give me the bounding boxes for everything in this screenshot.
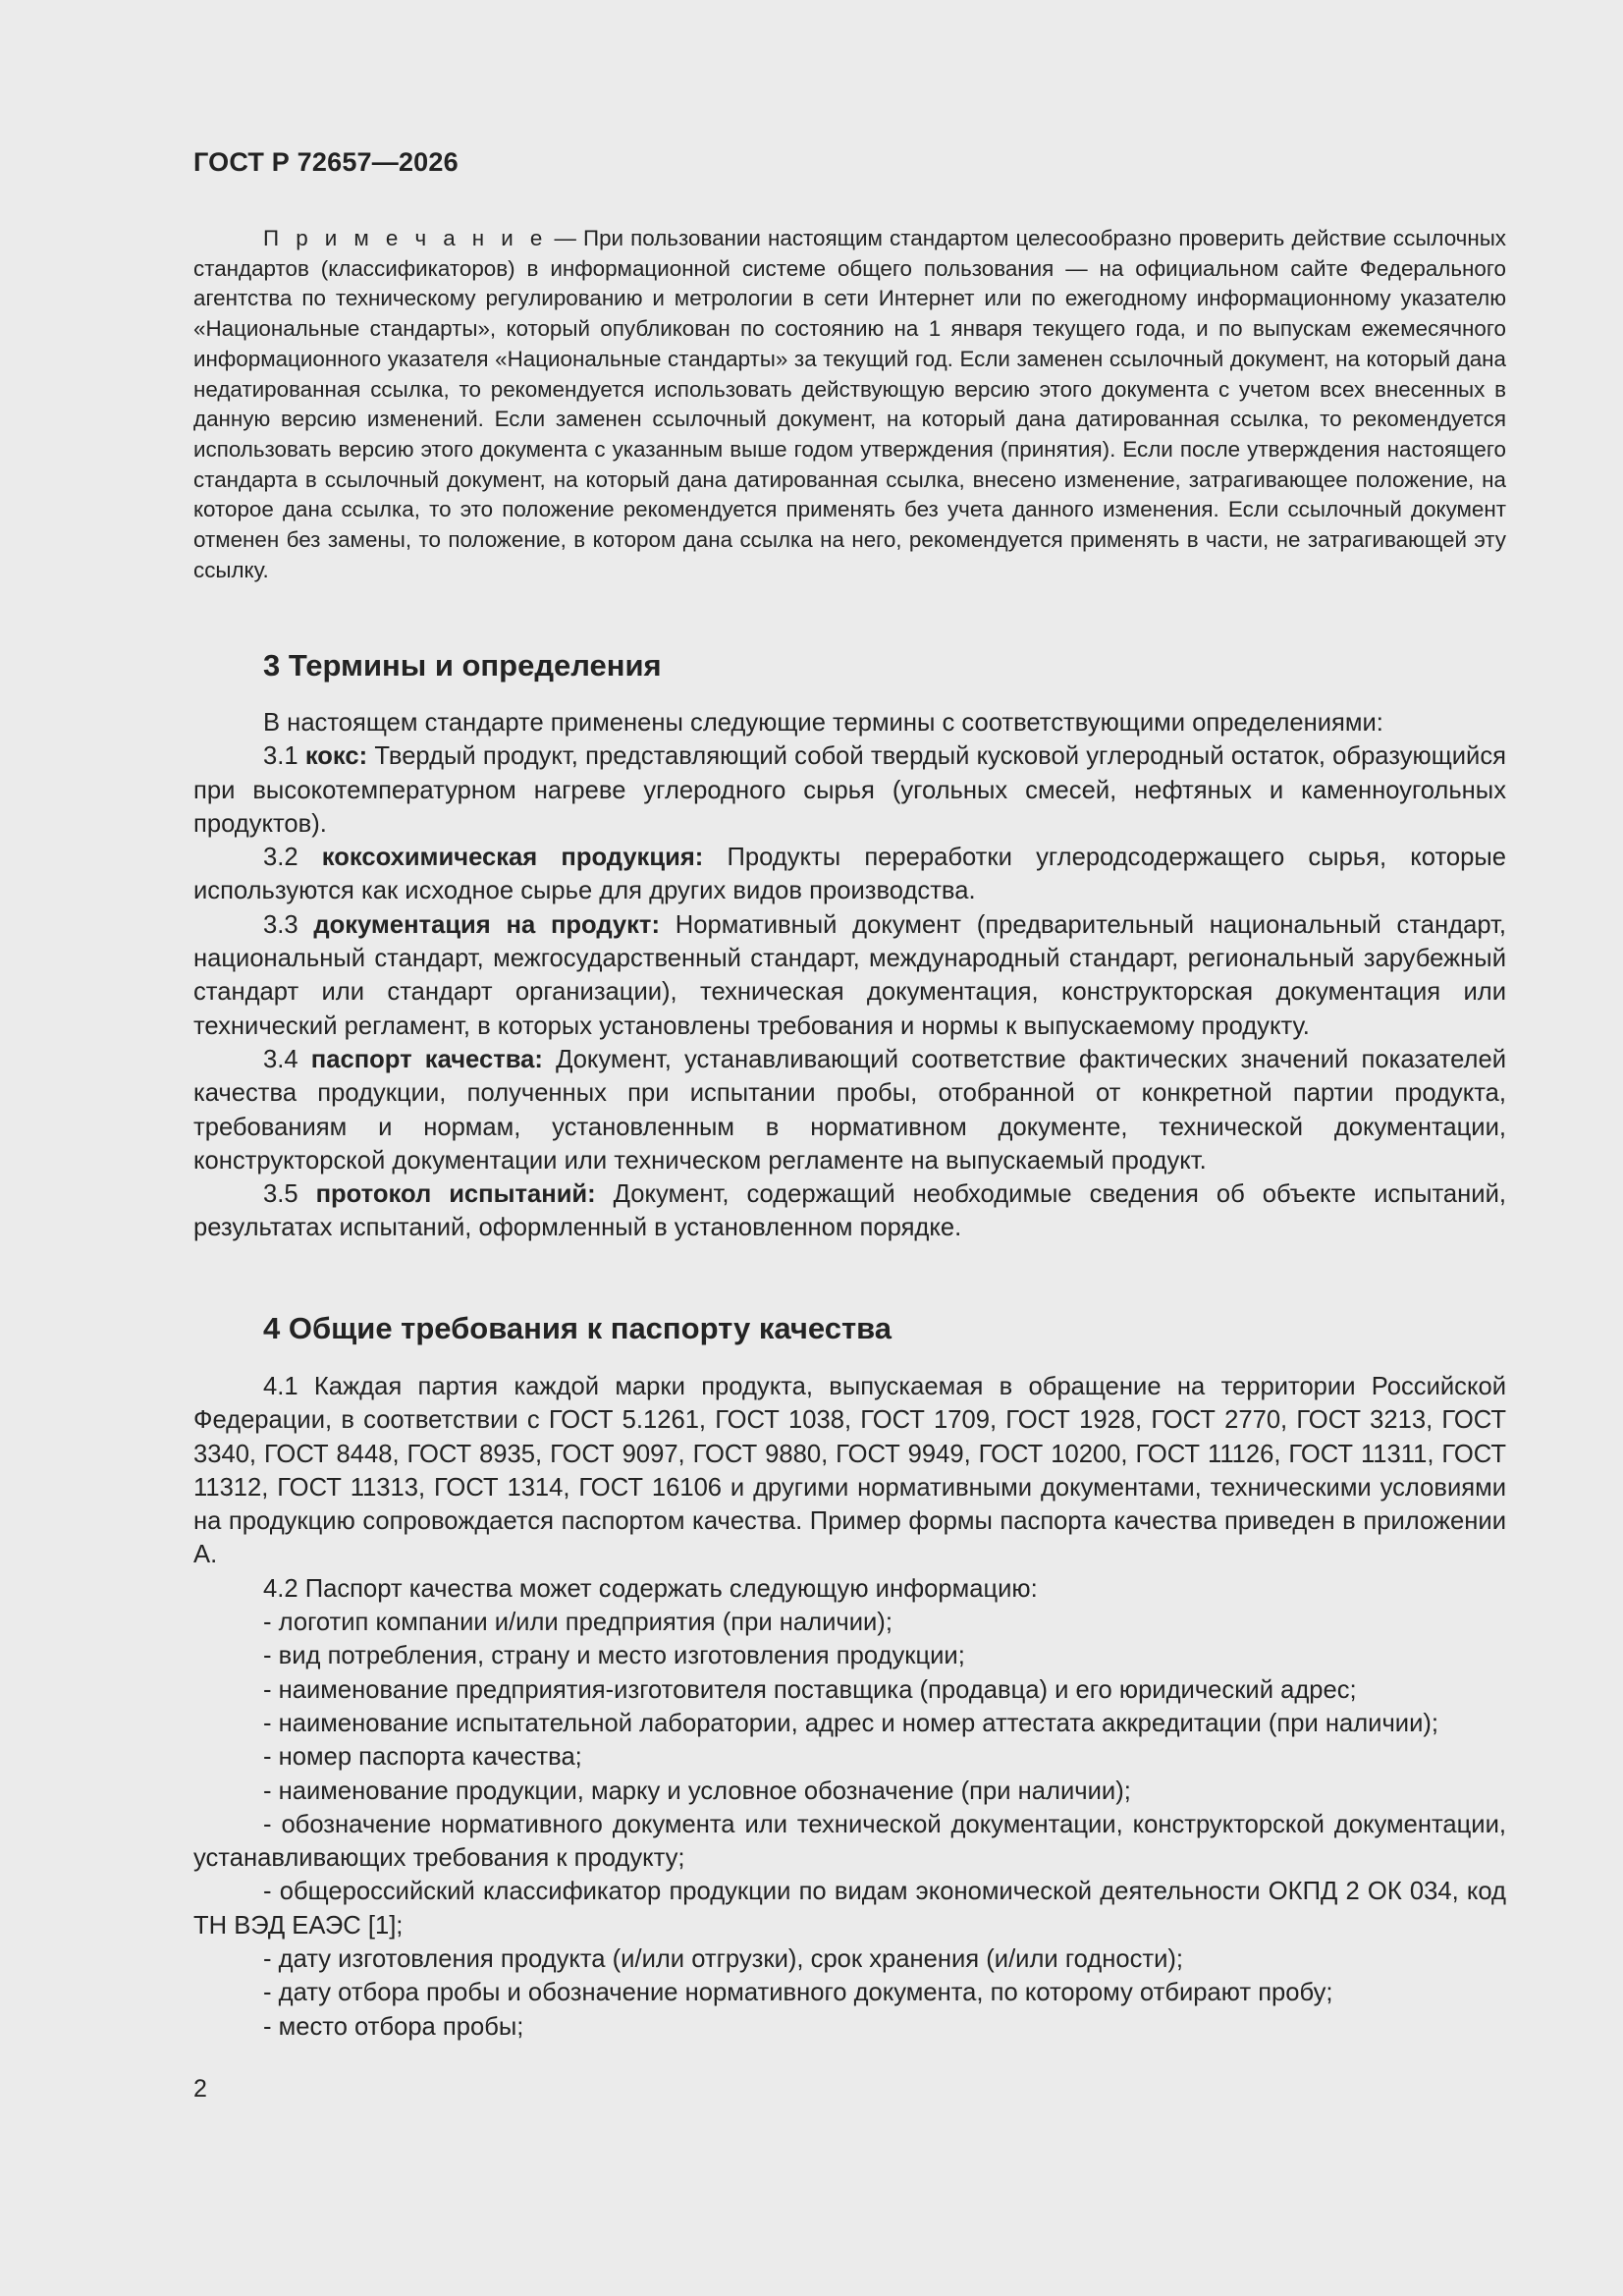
term-definition-text: Твердый продукт, представляющий собой твердый кусковой углеродный остаток, образующийся при высокотемпературном нагреве углеродного сырья (угольных смесей, нефтяных и каменноугольных продуктов). xyxy=(193,742,1506,838)
term-name: коксохимическая продукция: xyxy=(321,844,704,872)
term-definition: 3.1 кокс: Твердый продукт, представляющий собой твердый кусковой углеродный остаток, образующийся при высокотемпературном нагреве углеродного сырья (угольных смесей, нефтяных и каменноугольных продуктов). xyxy=(193,742,1506,838)
list-item: - наименование испытательной лаборатории, адрес и номер аттестата аккредитации (при наличии); xyxy=(263,1709,1439,1737)
term-definition: 3.2 коксохимическая продукция: Продукты переработки углеродсодержащего сырья, которые используются как исходное сырье для других видов производства. xyxy=(193,844,1506,905)
list-item: - дату изготовления продукта (и/или отгрузки), срок хранения (и/или годности); xyxy=(263,1945,1184,1974)
term-name: паспорт качества: xyxy=(310,1045,543,1073)
note-label: П р и м е ч а н и е xyxy=(263,226,548,250)
page-number: 2 xyxy=(193,2075,207,2103)
term-definition-text: Продукты переработки углеродсодержащего сырья, которые используются как исходное сырье для других видов производства. xyxy=(193,844,1506,905)
list-item: - вид потребления, страну и место изготовления продукции; xyxy=(263,1642,965,1670)
term-definition: 3.3 документация на продукт: Нормативный документ (предварительный национальный стандарт, национальный стандарт, межгосударственный стандарт, международный стандарт, региональный зарубежный стандарт или стандарт организации), техническая документация, конструкторская документация или технический регламент, в которых установлены требования и нормы к выпускаемому продукту. xyxy=(193,910,1506,1040)
reference-note xyxy=(193,224,1506,585)
list-item: - наименование продукции, марку и условное обозначение (при наличии); xyxy=(263,1777,1131,1805)
term-name: кокс: xyxy=(304,742,368,771)
list-item: - место отбора пробы; xyxy=(263,2012,524,2041)
term-definition-text: Документ, содержащий необходимые сведения об объекте испытаний, результатах испытаний, оформленный в установленном порядке. xyxy=(193,1180,1506,1242)
term-definition-text: Нормативный документ (предварительный национальный стандарт, национальный стандарт, межгосударственный стандарт, международный стандарт, региональный зарубежный стандарт или стандарт организации), техническая документация, конструкторская документация или технический регламент, в которых установлены требования и нормы к выпускаемому продукту. xyxy=(193,910,1506,1040)
term-definition: 3.5 протокол испытаний: Документ, содержащий необходимые сведения об объекте испытаний, результатах испытаний, оформленный в установленном порядке. xyxy=(193,1180,1506,1242)
term-name: документация на продукт: xyxy=(313,910,660,939)
note-text: — При пользовании настоящим стандартом целесообразно проверить действие ссылочных стандартов (классификаторов) в информационной системе общего пользования — на официальном сайте Федерального агентства по техническому регулированию и метрологии в сети Интернет или по ежегодному информационному указателю «Национальные стандарты», который опубликован по состоянию на 1 января текущего года, и по выпускам ежемесячного информационного указателя «Национальные стандарты» за текущий год. Если заменен ссылочный документ, на который дана недатированная ссылка, то рекомендуется использовать действующую версию этого документа с учетом всех внесенных в данную версию изменений. Если заменен ссылочный документ, на который дана датированная ссылка, то рекомендуется использовать версию этого документа с указанным выше годом утверждения (принятия). Если после утверждения настоящего стандарта в ссылочный документ, на который дана датированная ссылка, внесено изменение, затрагивающее положение, на которое дана ссылка, то это положение рекомендуется применять без учета данного изменения. Если ссылочный документ отменен без замены, то положение, в котором дана ссылка на него, рекомендуется применять в части, не затрагивающей эту ссылку. xyxy=(193,226,1506,582)
section-4-heading: 4 Общие требования к паспорту качества xyxy=(263,1311,893,1345)
list-item: - общероссийский классификатор продукции по видам экономической деятельности ОКПД 2 ОК 034, код ТН ВЭД ЕАЭС [1]; xyxy=(193,1878,1506,1940)
paragraph-4-1: 4.1 Каждая партия каждой марки продукта, выпускаемая в обращение на территории Российской Федерации, в соответствии с ГОСТ 5.1261, ГОСТ 1038, ГОСТ 1709, ГОСТ 1928, ГОСТ 2770, ГОСТ 3213, ГОСТ 3340, ГОСТ 8448, ГОСТ 8935, ГОСТ 9097, ГОСТ 9880, ГОСТ 9949, ГОСТ 10200, ГОСТ 11126, ГОСТ 11311, ГОСТ 11312, ГОСТ 11313, ГОСТ 1314, ГОСТ 16106 и другими нормативными документами, техническими условиями на продукцию сопровождается паспортом качества. Пример формы паспорта качества приведен в приложении А. xyxy=(193,1373,1506,1569)
list-item: - логотип компании и/или предприятия (при наличии); xyxy=(263,1609,893,1637)
term-definition-text: Документ, устанавливающий соответствие фактических значений показателей качества продукции, полученных при испытании пробы, отобранной от конкретной партии продукта, требованиям и нормам, установленным в нормативном документе, технической документации, конструкторской документации или техническом регламенте на выпускаемый продукт. xyxy=(193,1045,1506,1175)
list-item: - номер паспорта качества; xyxy=(263,1743,582,1772)
section-3-body xyxy=(193,706,1506,1245)
list-item: - дату отбора пробы и обозначение нормативного документа, по которому отбирают пробу; xyxy=(263,1979,1333,2007)
term-definition: 3.4 паспорт качества: Документ, устанавливающий соответствие фактических значений показателей качества продукции, полученных при испытании пробы, отобранной от конкретной партии продукта, требованиям и нормам, установленным в нормативном документе, технической документации, конструкторской документации или техническом регламенте на выпускаемый продукт. xyxy=(193,1045,1506,1175)
section-3-intro: В настоящем стандарте применены следующие термины с соответствующими определениями: xyxy=(263,709,1383,737)
document-code: ГОСТ Р 72657—2026 xyxy=(193,147,459,177)
paragraph-4-2: 4.2 Паспорт качества может содержать следующую информацию: xyxy=(263,1574,1038,1603)
term-name: протокол испытаний: xyxy=(315,1180,596,1209)
list-item: - обозначение нормативного документа или технической документации, конструкторской документации, устанавливающих требования к продукту; xyxy=(193,1810,1506,1873)
list-item: - наименование предприятия-изготовителя поставщика (продавца) и его юридический адрес; xyxy=(263,1675,1357,1704)
section-3-heading: 3 Термины и определения xyxy=(263,648,662,683)
section-4-body xyxy=(193,1370,1506,2044)
